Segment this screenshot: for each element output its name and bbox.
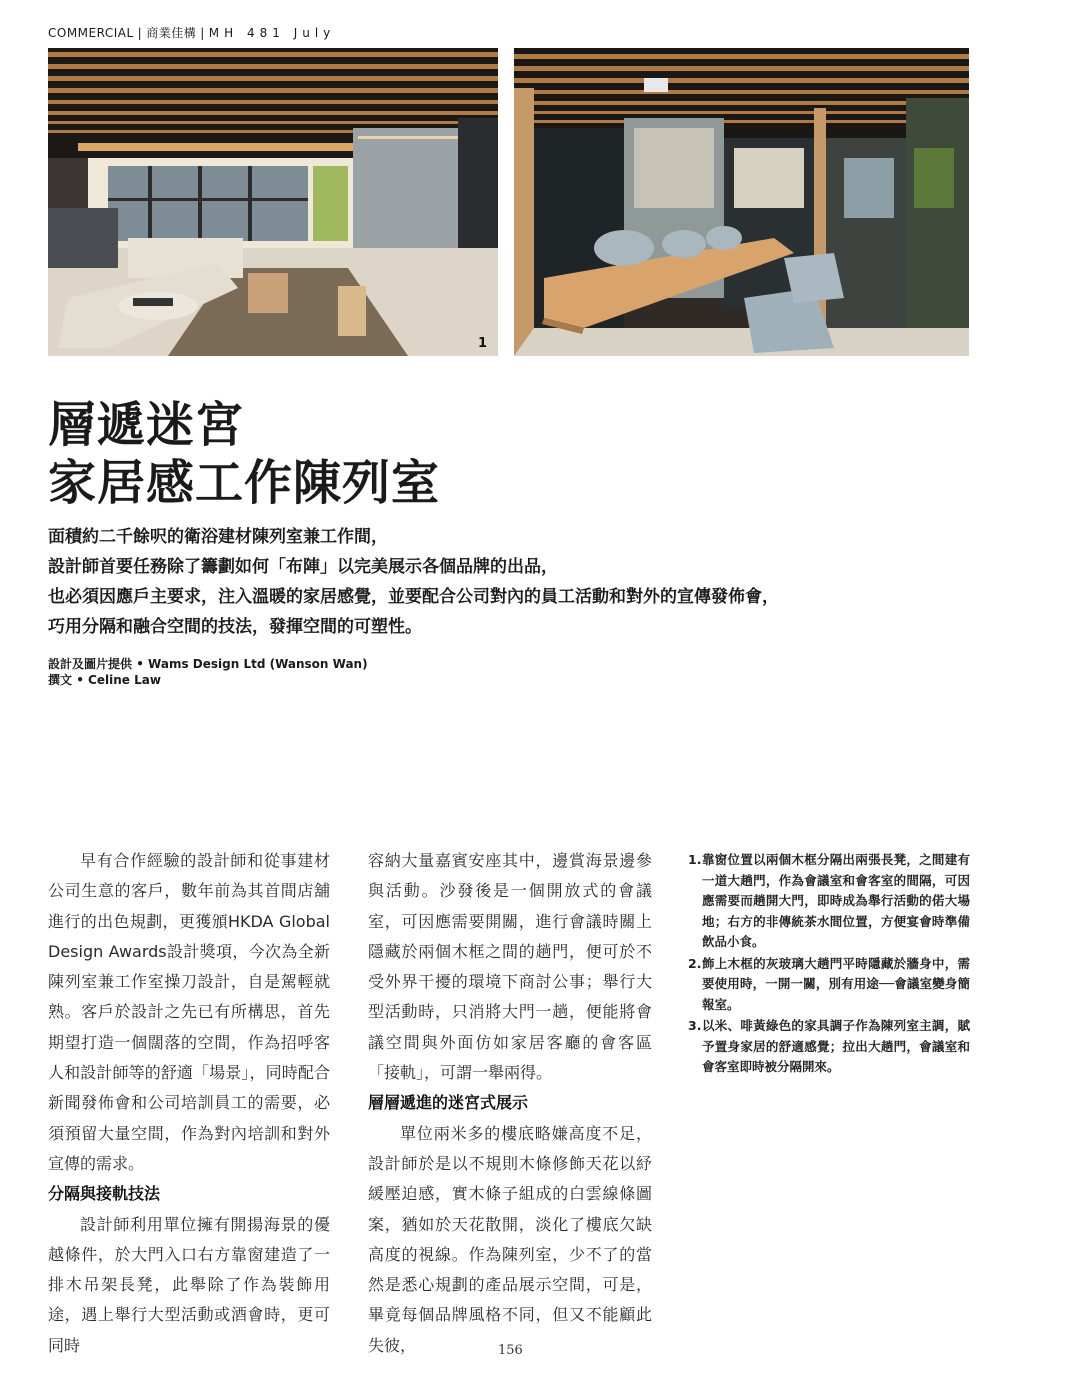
photo-lounge <box>48 48 498 356</box>
design-credit-value: Wams Design Ltd (Wanson Wan) <box>148 657 368 671</box>
lead-line: 面積約二千餘呎的衛浴建材陳列室兼工作間， <box>48 527 388 547</box>
issue-label: MH 481 July <box>208 26 336 40</box>
caption-number: 1. <box>688 852 702 867</box>
caption-text: 靠窗位置以兩個木框分隔出兩張長凳，之間建有一道大趟門，作為會議室和會客室的間隔，可因應需要而趟開大門，即時成為舉行活動的偌大場地；右方的非傳統茶水間位置，方便宴會時準備飲品小食。 <box>702 852 970 949</box>
text-credit-label: 撰文 <box>48 673 73 687</box>
design-credit-label: 設計及圖片提供 <box>48 657 133 671</box>
caption-number: 2. <box>688 955 702 971</box>
lounge-image <box>48 48 498 356</box>
caption-item <box>688 1016 970 1078</box>
caption-text: 飾上木框的灰玻璃大趟門平時隱藏於牆身中，需要使用時，一開一關，別有用途──會議室變身簡報室。 <box>702 955 970 1012</box>
article-column-1 <box>48 846 330 1361</box>
photo-meeting-room <box>514 48 969 356</box>
subheading: 分隔與接軌技法 <box>48 1184 161 1204</box>
caption-item <box>688 850 970 953</box>
design-credit: 設計及圖片提供 • Wams Design Ltd (Wanson Wan) <box>48 657 368 671</box>
lead-line: 巧用分隔和融合空間的技法，發揮空間的可塑性。 <box>48 617 422 637</box>
caption-text: 以米、啡黃綠色的家具調子作為陳列室主調，賦予置身家居的舒適感覺；拉出大趟門，會議室和會客室即時被分隔開來。 <box>702 1018 970 1074</box>
article-column-2 <box>368 846 652 1361</box>
text-credit: 撰文 • Celine Law <box>48 673 161 687</box>
credits <box>48 656 368 688</box>
body-paragraph: 早有合作經驗的設計師和從事建材公司生意的客戶，數年前為其首間店舖進行的出色規劃，更獲頒HKDA Global Design Awards設計獎項，今次為全新陳列室兼工作室操刀設計，自是駕輕就熟。客戶於設計之先已有所構思，首先期望打造一個闊落的空間，作為招呼客人和設計師等的舒適「場景」，同時配合新聞發佈會和公司培訓員工的需要，必須預留大量空間，作為對內培訓和對外宣傳的需求。 <box>48 851 330 1173</box>
header-divider: | <box>137 26 143 40</box>
meeting-room-image <box>514 48 969 356</box>
page-number: 156 <box>498 1343 523 1358</box>
body-paragraph: 單位兩米多的樓底略嫌高度不足，設計師於是以不規則木條修飾天花以紓緩壓迫感，實木條子組成的白雲線條圖案，猶如於天花散開，淡化了樓底欠缺高度的視線。作為陳列室，少不了的當然是悉心規劃的產品展示空間，可是，畢竟每個品牌風格不同，但又不能顧此失彼， <box>368 1123 652 1355</box>
title-line-2: 家居感工作陳列室 <box>48 455 441 511</box>
lead-paragraph <box>48 522 779 642</box>
body-paragraph: 容納大量嘉賓安座其中，邊賞海景邊參與活動。沙發後是一個開放式的會議室，可因應需要開關，進行會議時關上隱藏於兩個木框之間的趟門，便可於不受外界干擾的環境下商討公事；舉行大型活動時，只消將大門一趟，便能將會議空間與外面仿如家居客廳的會客區「接軌」，可謂一舉兩得。 <box>368 851 652 1083</box>
text-credit-value: Celine Law <box>88 673 161 687</box>
article-title <box>48 396 440 512</box>
body-paragraph: 設計師利用單位擁有開揚海景的優越條件，於大門入口右方靠窗建造了一排木吊架長凳，此舉除了作為裝飾用途，遇上舉行大型活動或酒會時，更可同時 <box>48 1214 330 1355</box>
title-line-1: 層遞迷宮 <box>48 397 245 453</box>
section-label: COMMERCIAL <box>48 26 134 40</box>
caption-item <box>688 954 970 1016</box>
photo-number: 1 <box>478 336 488 351</box>
subheading: 層層遞進的迷宮式展示 <box>368 1093 529 1113</box>
caption-number: 3. <box>688 1018 702 1033</box>
section-label-zh: 商業佳構 <box>146 26 197 40</box>
header-divider: | <box>200 26 205 40</box>
lead-line: 設計師首要任務除了籌劃如何「布陣」以完美展示各個品牌的出品， <box>48 557 558 577</box>
photo-captions <box>688 850 970 1079</box>
lead-line: 也必須因應戶主要求，注入溫暖的家居感覺，並要配合公司對內的員工活動和對外的宣傳發佈會， <box>48 587 779 607</box>
running-header <box>48 24 335 41</box>
